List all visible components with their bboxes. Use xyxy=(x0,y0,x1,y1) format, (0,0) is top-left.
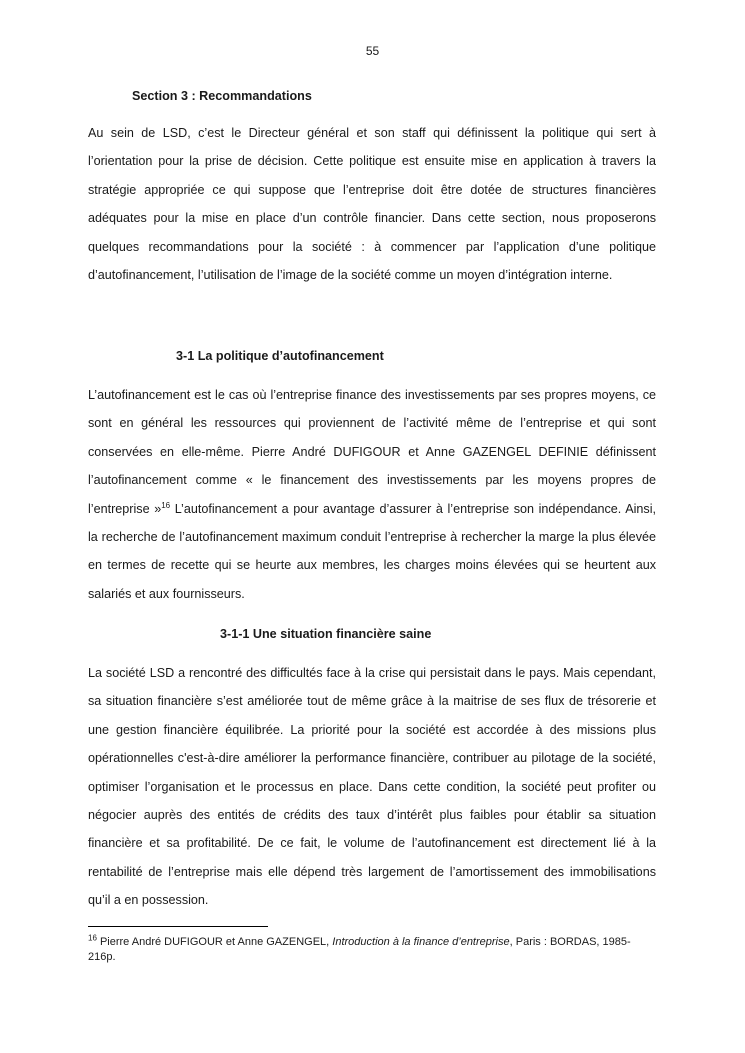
footnote-text-after: , Paris : BORDAS, 1985-216p. xyxy=(88,936,631,963)
footnote-book-title: Introduction à la finance d’entreprise xyxy=(332,936,510,948)
autofinancement-text-part2: L’autofinancement a pour avantage d’assurer à l’entreprise son indépendance. Ainsi, la recherche de l’autofinancement maximum conduit l’entreprise à rechercher la marge la plus élevée en termes de recette qui se heurte aux membres, les charges moins élevées qui se heurtent aux salariés et aux fournisseurs. xyxy=(88,501,656,601)
situation-financiere-paragraph: La société LSD a rencontré des difficultés face à la crise qui persistait dans le pays. Mais cependant, sa situation financière s’est améliorée tout de même grâce à la maitrise de ses flux de trésorerie et une gestion financière équilibrée. La priorité pour la société est accordée à des missions plus opérationnelles c'est-à-dire améliorer la performance financière, contribuer au pilotage de la société, optimiser l’organisation et le processus en place. Dans cette condition, la société peut profiter ou négocier auprès des entités de crédits des taux d’intérêt plus faibles pour établir sa situation financière et sa profitabilité. De ce fait, le volume de l’autofinancement est directement lié à la rentabilité de l’entreprise mais elle dépend très largement de l’amortissement des immobilisations qu’il a en possession. xyxy=(88,666,656,908)
footnote-divider xyxy=(88,926,268,927)
footnote-text-before: Pierre André DUFIGOUR et Anne GAZENGEL, xyxy=(96,936,333,948)
page-number: 55 xyxy=(365,44,380,58)
section-title: Section 3 : Recommandations xyxy=(132,89,312,103)
autofinancement-text-part1: L’autofinancement est le cas où l’entreprise finance des investissements par ses propres moyens, ce sont en général les ressources qui proviennent de l’activité même de l’entreprise et qui sont conservées en elle-même. Pierre André DUFIGOUR et Anne GAZENGEL DEFINIE définissent l’autofinancement comme « le financement des investissements par les moyens propres de l’entreprise » xyxy=(88,388,656,516)
footnote-number: 16 xyxy=(88,933,97,943)
intro-paragraph: Au sein de LSD, c’est le Directeur général et son staff qui définissent la politique qui sert à l’orientation pour la prise de décision. Cette politique est ensuite mise en application à travers la stratégie appropriée ce qui suppose que l’entreprise doit être dotée de structures financières adéquates pour la mise en place d’un contrôle financier. Dans cette section, nous proposerons quelques recommandations pour la société : à commencer par l’application d’une politique d’autofinancement, l’utilisation de l’image de la société comme un moyen d’intégration interne. xyxy=(88,126,656,283)
footnote-reference: 16 xyxy=(161,500,171,510)
autofinancement-paragraph xyxy=(88,381,656,608)
footnote xyxy=(88,935,648,965)
subsection-title-3-1-1: 3-1-1 Une situation financière saine xyxy=(220,627,432,641)
subsection-title-3-1: 3-1 La politique d’autofinancement xyxy=(176,349,384,363)
